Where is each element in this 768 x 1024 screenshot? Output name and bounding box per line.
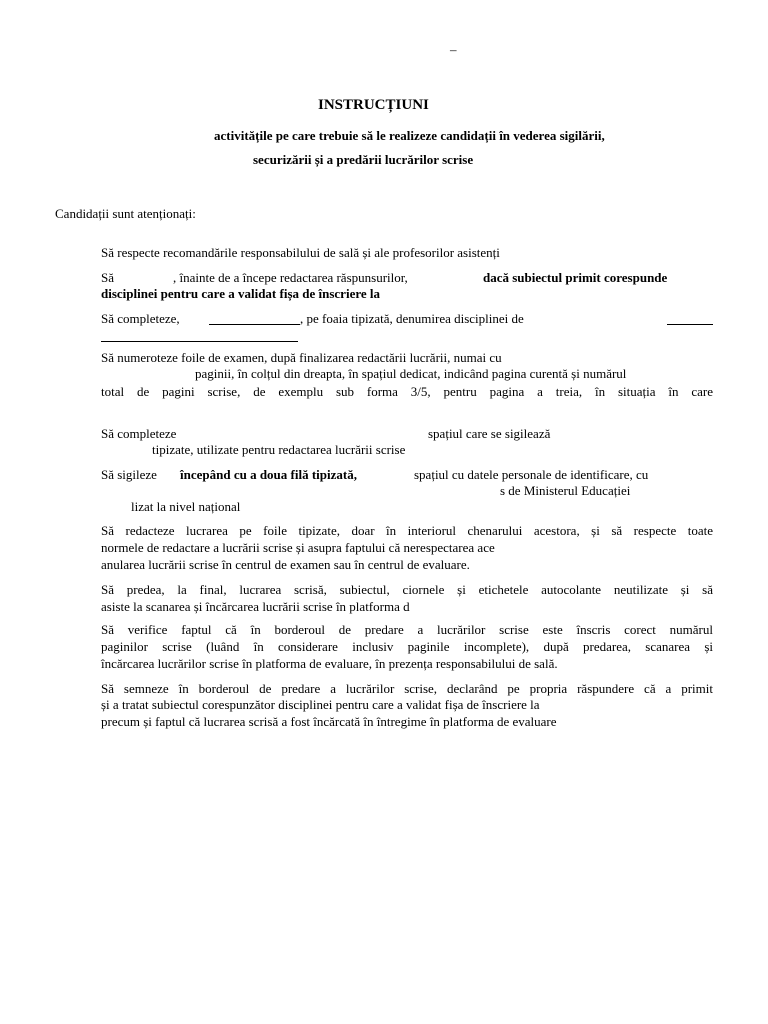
blank-underline <box>101 328 298 342</box>
instruction-10-line-2: și a tratat subiectul corespunzător disciplinei pentru care a validat fișa de înscriere la <box>101 697 540 712</box>
instruction-5-start: Să completeze <box>101 426 177 441</box>
instruction-7-line-3: anularea lucrării scrise în centrul de examen sau în centrul de evaluare. <box>101 557 470 572</box>
instruction-5-end: tipizate, utilizate pentru redactarea lucrării scrise <box>152 442 406 457</box>
instruction-6-line-2: s de Ministerul Educației <box>500 483 631 498</box>
instruction-6-mid: spațiul cu datele personale de identificare, cu <box>414 467 649 482</box>
blank-underline <box>667 311 713 325</box>
instruction-4-line-3: total de pagini scrise, de exemplu sub forma 3/5, pentru pagina a treia, în situația în care <box>101 384 713 399</box>
blank-underline <box>209 311 300 325</box>
instruction-2-bold-2: disciplinei pentru care a validat fișa de înscriere la <box>101 286 381 301</box>
instruction-6-line-3: lizat la nivel național <box>131 499 241 514</box>
instruction-8-line-1: Să predea, la final, lucrarea scrisă, subiectul, ciornele și etichetele autocolante neutilizate și să <box>101 582 713 597</box>
instruction-5-mid: spațiul care se sigilează <box>428 426 551 441</box>
subtitle-line-1: activitățile pe care trebuie să le realizeze candidații în vederea sigilării, <box>214 128 605 143</box>
instruction-10-line-1: Să semneze în borderoul de predare a lucrărilor scrise, declarând pe propria răspundere că a primit <box>101 681 713 696</box>
instruction-2-start: Să <box>101 270 114 285</box>
instruction-9-line-2: paginilor scrise (luând în considerare inclusiv paginile incomplete), după predarea, scanarea și <box>101 639 713 654</box>
instruction-3-mid: , pe foaia tipizată, denumirea disciplinei de <box>300 311 524 326</box>
header-dash: – <box>450 42 457 57</box>
intro-text: Candidații sunt atenționați: <box>55 206 196 221</box>
instruction-6-bold: începând cu a doua filă tipizată, <box>180 467 357 482</box>
instruction-4-line-2: paginii, în colțul din dreapta, în spațiul dedicat, indicând pagina curentă și numărul <box>195 366 627 381</box>
page-title: INSTRUCȚIUNI <box>318 97 429 113</box>
instruction-2-mid: , înainte de a începe redactarea răspunsurilor, <box>173 270 408 285</box>
instruction-4-line-1: Să numeroteze foile de examen, după finalizarea redactării lucrării, numai cu <box>101 350 502 365</box>
subtitle-line-2: securizării și a predării lucrărilor scrise <box>253 152 474 167</box>
instruction-1: Să respecte recomandările responsabilului de sală și ale profesorilor asistenți <box>101 245 500 260</box>
instruction-2-bold-1: dacă subiectul primit corespunde <box>483 270 668 285</box>
instruction-8-line-2: asiste la scanarea și încărcarea lucrării scrise în platforma d <box>101 599 410 614</box>
instruction-6-start: Să sigileze <box>101 467 157 482</box>
instruction-3-start: Să completeze, <box>101 311 180 326</box>
instruction-7-line-1: Să redacteze lucrarea pe foile tipizate, doar în interiorul chenarului acestora, și să respecte toate <box>101 523 713 538</box>
instruction-9-line-1: Să verifice faptul că în borderoul de predare a lucrărilor scrise este înscris corect numărul <box>101 622 713 637</box>
instruction-7-line-2: normele de redactare a lucrării scrise și asupra faptului că nerespectarea ace <box>101 540 495 555</box>
instruction-10-line-3: precum și faptul că lucrarea scrisă a fost încărcată în întregime în platforma de evaluare <box>101 714 557 729</box>
instruction-9-line-3: încărcarea lucrărilor scrise în platforma de evaluare, în prezența responsabilului de sală. <box>101 656 558 671</box>
